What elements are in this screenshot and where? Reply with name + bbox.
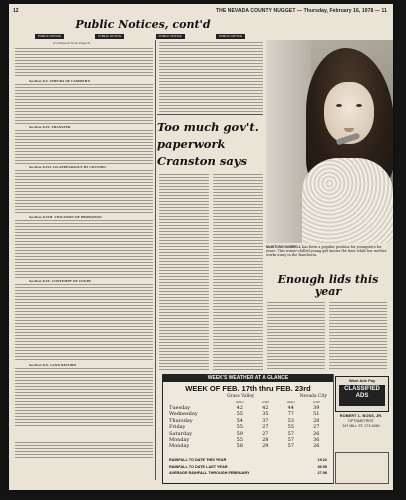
caption-text: has been a popular position for youngsters for years. This winter-chilled young girl knows the time while her mother works away in the Rancheria. <box>266 245 387 258</box>
notice-text-block <box>15 368 153 426</box>
ad-column-rule <box>333 374 334 484</box>
story2-headline: Enough lids this year <box>277 273 379 298</box>
notice-text-block <box>15 84 153 124</box>
notice-section-head: Section 8-VII. LD-APPEARANCE BY COUNSEL <box>29 165 107 169</box>
notice-text-block <box>15 284 153 362</box>
public-notices-heading: Public Notices, cont'd <box>75 18 211 31</box>
weather-box <box>162 374 334 484</box>
rainfall-row: RAINFALL TO DATE LAST YEAR 36.95 <box>169 464 327 469</box>
rainfall-row: AVERAGE RAINFALL THROUGH FEBRUARY 27.98 <box>169 471 327 476</box>
weather-cities <box>227 394 327 399</box>
classified-ads-badge: CLASSIFIED ADS <box>339 385 385 406</box>
continued-label: (Continued from Page 6) <box>53 41 91 45</box>
want-ads-label: Want Ads Pay <box>348 378 376 383</box>
weather-title: WEEK'S WEATHER AT A GLANCE <box>163 375 333 382</box>
weather-row: Saturday 59 27 57 26 <box>169 430 320 437</box>
story-column <box>213 174 263 370</box>
story-column <box>159 174 209 370</box>
notice-section-head: Section 8-VI. TRANSFER <box>29 125 71 129</box>
dateline: THE NEVADA COUNTY NUGGET — Thursday, February 16, 1978 — 11 <box>215 8 387 14</box>
weather-row: Wednesday 55 35 77 51 <box>169 411 320 418</box>
newspaper-page <box>9 4 393 490</box>
photo-caption <box>266 245 388 258</box>
want-ads-box <box>335 376 389 412</box>
weather-row: Monday 55 28 57 36 <box>169 437 320 444</box>
weather-col-heads: HIGH LOW HIGH LOW <box>236 400 320 404</box>
column-rule <box>155 40 156 480</box>
rainfall-row: RAINFALL TO DATE THIS YEAR 19.22 <box>169 458 327 462</box>
optometrist-name: ROBERT L. BOSS, JR. <box>339 413 383 418</box>
public-notice-label: PUBLIC NOTICE <box>216 34 245 39</box>
public-notice-label: PUBLIC NOTICE <box>156 34 185 39</box>
weather-row: Tuesday 42 42 44 39 <box>169 405 320 411</box>
weather-row: Friday 55 27 55 27 <box>169 424 320 431</box>
optometrist-ad <box>335 414 387 450</box>
small-ad-box <box>335 452 389 484</box>
masthead <box>9 4 393 18</box>
notice-text-block <box>15 442 153 458</box>
notice-section-head: Section 8-IX. CONTEMPT OF COURT <box>29 279 91 283</box>
optometrist-phone: 247 MILL ST. 273-4284 <box>342 423 380 428</box>
public-notice-label-row <box>35 34 245 39</box>
notice-text-block <box>15 48 153 78</box>
notice-text-block <box>15 220 153 278</box>
city-nevada-city: Nevada City <box>299 394 327 399</box>
notice-section-head: Section 8-VIII. VIOLATION OF PROBATION <box>29 215 102 219</box>
city-grass-valley: Grass Valley <box>227 394 255 399</box>
weather-row: Thursday 54 37 53 28 <box>169 417 320 424</box>
notice-text-block <box>159 42 263 112</box>
optometrist-title: OPTOMETRIST <box>348 418 374 423</box>
section-rule <box>157 114 263 115</box>
page-number: 12 <box>13 8 19 14</box>
weather-row: Monday 58 29 57 26 <box>169 443 320 450</box>
notice-section-head: Section 8-V. CHECKS OF CASHIER'S <box>29 79 91 83</box>
weather-rows <box>169 405 329 450</box>
public-notice-label: PUBLIC NOTICE <box>95 34 124 39</box>
story2-column <box>329 302 387 370</box>
notice-section-head: Section 8-X. LAND RECORD <box>29 363 76 367</box>
rainfall-summary <box>169 457 327 477</box>
story-headline: Too much gov't. paperwork Cranston says <box>157 120 259 168</box>
weather-week: WEEK OF FEB. 17th thru FEB. 23rd <box>185 384 311 393</box>
notice-text-block <box>15 130 153 164</box>
caption-lead: McINTOSH NOBRELL <box>266 245 301 249</box>
public-notice-label: PUBLIC NOTICE <box>35 34 64 39</box>
notice-text-block <box>15 170 153 214</box>
girl-photo <box>266 40 393 243</box>
story2-column <box>267 302 325 370</box>
